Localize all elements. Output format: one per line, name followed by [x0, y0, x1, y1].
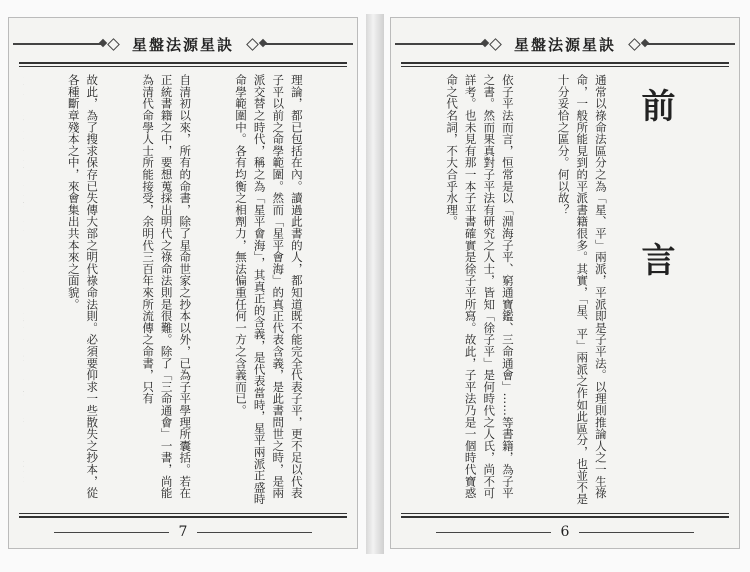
bottom-rule-thin — [19, 513, 347, 514]
header-diamond-icon — [246, 38, 259, 51]
left-page-header — [9, 30, 357, 58]
paragraph: 自清初以來，所有的命書，除了星命世家之抄本以外，已為子平學理所囊括。若在正統書籍之中，要想蒐採出明代之祿命法則是很難。除了「三命通會」一書，尚能為清代命學人士所能接受，余明代三百年來所流傳之命書，只有 — [141, 74, 193, 499]
paragraph: 依子平法而言，恒常是以「淵海子平、窮通寶鑑、三命通會」……等書籍，為子平之書。然而果真對子平法有研究之人士，皆知「徐子平」是何時代之人氏，尚不可詳考。也未見有那一本子平書確實是徐子平所寫。故此，子平法乃是一個時代寶惑命之代名詞，不大合乎水理。 — [445, 74, 515, 499]
right-header-title: 星盤法源星訣 — [513, 35, 616, 54]
left-header-title: 星盤法源星訣 — [131, 35, 234, 54]
paragraph: 理論，都已包括在內。讀過此書的人，都知道既不能完全代表子平，更不足以代表子平以前之命學範圍。然而「星平會海」的真正代表含義，是此書問世之時，是兩派交替之時代，稱之為「星平會海」，其真正的含義，是代表當時，星平兩派正盛時命學範圍中。各有均衡之相劑力，無法偏重任何一方之含義而已。 — [234, 74, 304, 505]
page-number-line — [54, 532, 169, 533]
top-rule — [19, 62, 347, 64]
header-diamond-icon — [628, 38, 641, 51]
page-number-line — [436, 532, 551, 533]
header-ornament-right — [645, 43, 735, 45]
left-page — [8, 17, 358, 549]
page-number: 6 — [560, 524, 570, 540]
left-page-number-bar — [9, 524, 357, 540]
paragraph: 故此，為了搜求保存已失傳大部之明代祿命法則。必須要仰求一些散失之抄本，從各種斷章殘本之中，來會集出共本來之面貌。 — [66, 74, 100, 499]
header-diamond-icon — [489, 38, 502, 51]
top-rule-thin — [19, 66, 347, 67]
right-page-body — [405, 74, 647, 508]
bottom-rule — [401, 516, 729, 518]
header-ornament-left — [395, 43, 485, 45]
book-spine — [366, 14, 384, 554]
header-ornament-left — [13, 43, 103, 45]
header-diamond-icon — [107, 38, 120, 51]
page-number-line — [579, 532, 694, 533]
bottom-rule — [19, 516, 347, 518]
chapter-heading: 前言 — [635, 88, 675, 396]
bottom-rule-thin — [401, 513, 729, 514]
paragraph: 通常以祿命法區分之為「星、平」兩派，平派即是子平法。以理則推論人之一生祿命，一般所能見到的平派書籍很多。其實，「星、平」兩派之作如此區分，也並不是十分妥恰之區分。何以故？ — [556, 74, 608, 505]
top-rule-thin — [401, 66, 729, 67]
right-page-header — [391, 30, 739, 58]
right-page — [390, 17, 740, 549]
page-number-line — [197, 532, 312, 533]
page-number: 7 — [178, 524, 188, 540]
header-ornament-right — [263, 43, 353, 45]
left-page-body — [23, 74, 343, 508]
top-rule — [401, 62, 729, 64]
right-page-number-bar — [391, 524, 739, 540]
paragraph — [23, 74, 27, 508]
